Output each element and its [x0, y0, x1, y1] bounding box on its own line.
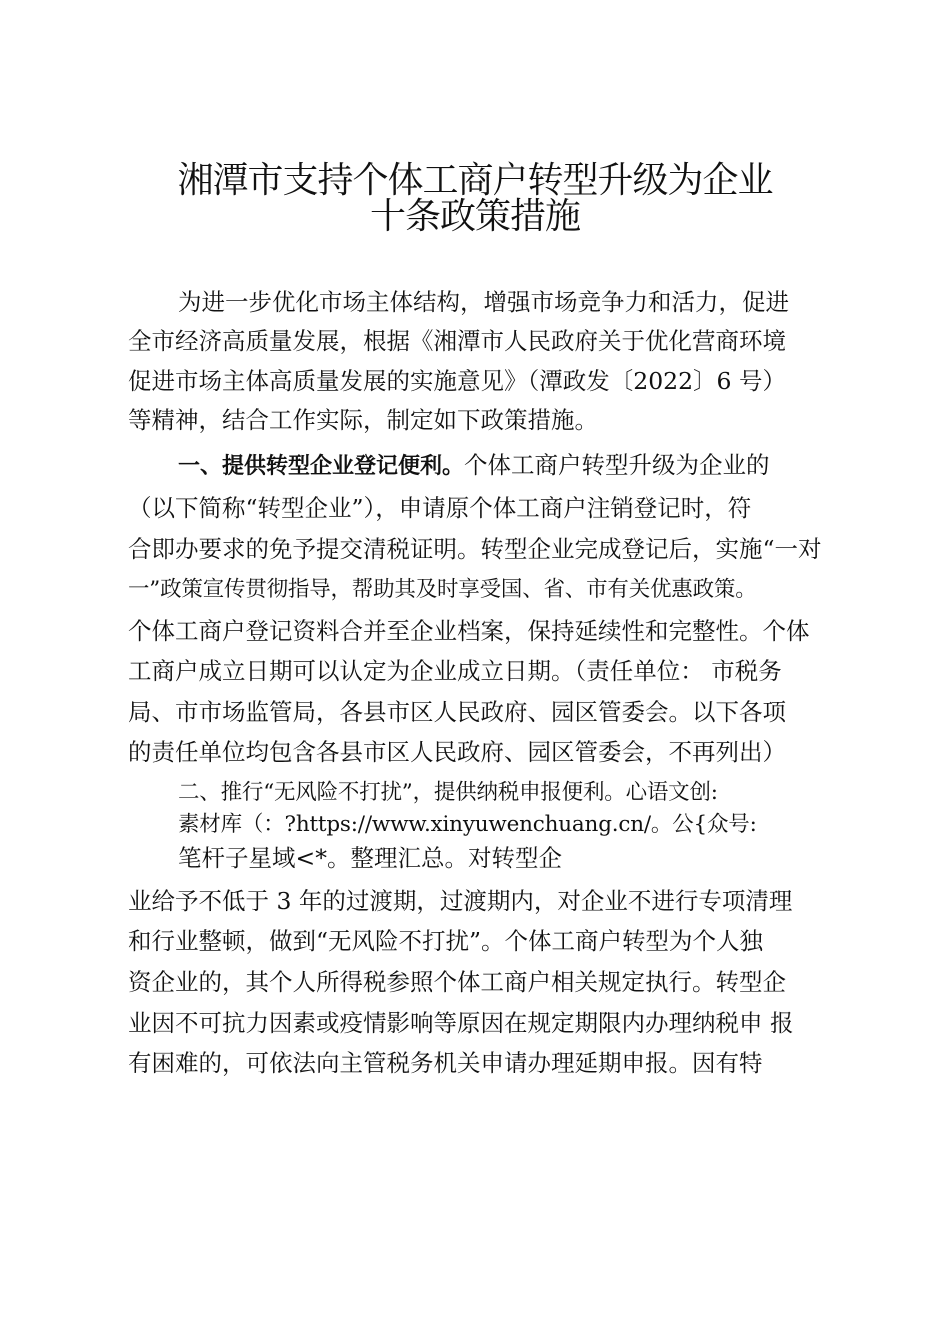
paragraph-2-line: 合即办要求的免予提交清税证明。转型企业完成登记后，实施“一对 — [128, 535, 822, 563]
paragraph-4-line: 和行业整顿，做到“无风险不打扰”。个体工商户转型为个人独 — [128, 927, 764, 955]
paragraph-4-line: 业因不可抗力因素或疫情影响等原因在规定期限内办理纳税申 报 — [128, 1009, 794, 1037]
paragraph-2-line: （以下简称“转型企业”），申请原个体工商户注销登记时，符 — [128, 494, 752, 522]
paragraph-2-first-line-text: 个体工商户转型升级为企业的 — [464, 451, 770, 479]
paragraph-4-line: 业给予不低于 3 年的过渡期，过渡期内，对企业不进行专项清理 — [128, 887, 793, 915]
section-2-heading-line: 二、推行“无风险不打扰”，提供纳税申报便利。心语文创: — [178, 780, 718, 805]
paragraph-1-line: 等精神，结合工作实际，制定如下政策措施。 — [128, 406, 598, 434]
paragraph-1-line: 全市经济高质量发展，根据《湘潭市人民政府关于优化营商环境 — [128, 327, 786, 355]
paragraph-1-line: 为进一步优化市场主体结构，增强市场竞争力和活力，促进 — [178, 288, 789, 316]
paragraph-3-line: 素材库（：?https://www.xinyuwenchuang.cn/。公{众号: — [178, 812, 757, 837]
paragraph-2-line: 局、市市场监管局，各县市区人民政府、园区管委会。以下各项 — [128, 698, 786, 726]
section-1-heading: 一、提供转型企业登记便利。 — [178, 454, 465, 479]
paragraph-4-line: 有困难的，可依法向主管税务机关申请办理延期申报。因有特 — [128, 1049, 763, 1077]
paragraph-2-first-line — [178, 451, 770, 480]
paragraph-4-line: 资企业的，其个人所得税参照个体工商户相关规定执行。转型企 — [128, 968, 786, 996]
paragraph-2-line: 工商户成立日期可以认定为企业成立日期。（责任单位： 市税务 — [128, 657, 782, 685]
document-title-line-1: 湘潭市支持个体工商户转型升级为企业 — [177, 160, 773, 201]
paragraph-2-line: 个体工商户登记资料合并至企业档案，保持延续性和完整性。个体 — [128, 617, 810, 645]
document-title-line-2: 十条政策措施 — [369, 196, 580, 237]
paragraph-3-line: 笔杆子星域<*。整理汇总。对转型企 — [178, 844, 562, 872]
paragraph-2-line: 的责任单位均包含各县市区人民政府、园区管委会，不再列出） — [128, 738, 786, 766]
paragraph-2-line: 一”政策宣传贯彻指导，帮助其及时享受国、省、市有关优惠政策。 — [128, 577, 757, 602]
paragraph-1-line: 促进市场主体高质量发展的实施意见》（潭政发〔2022〕6 号） — [128, 367, 786, 395]
